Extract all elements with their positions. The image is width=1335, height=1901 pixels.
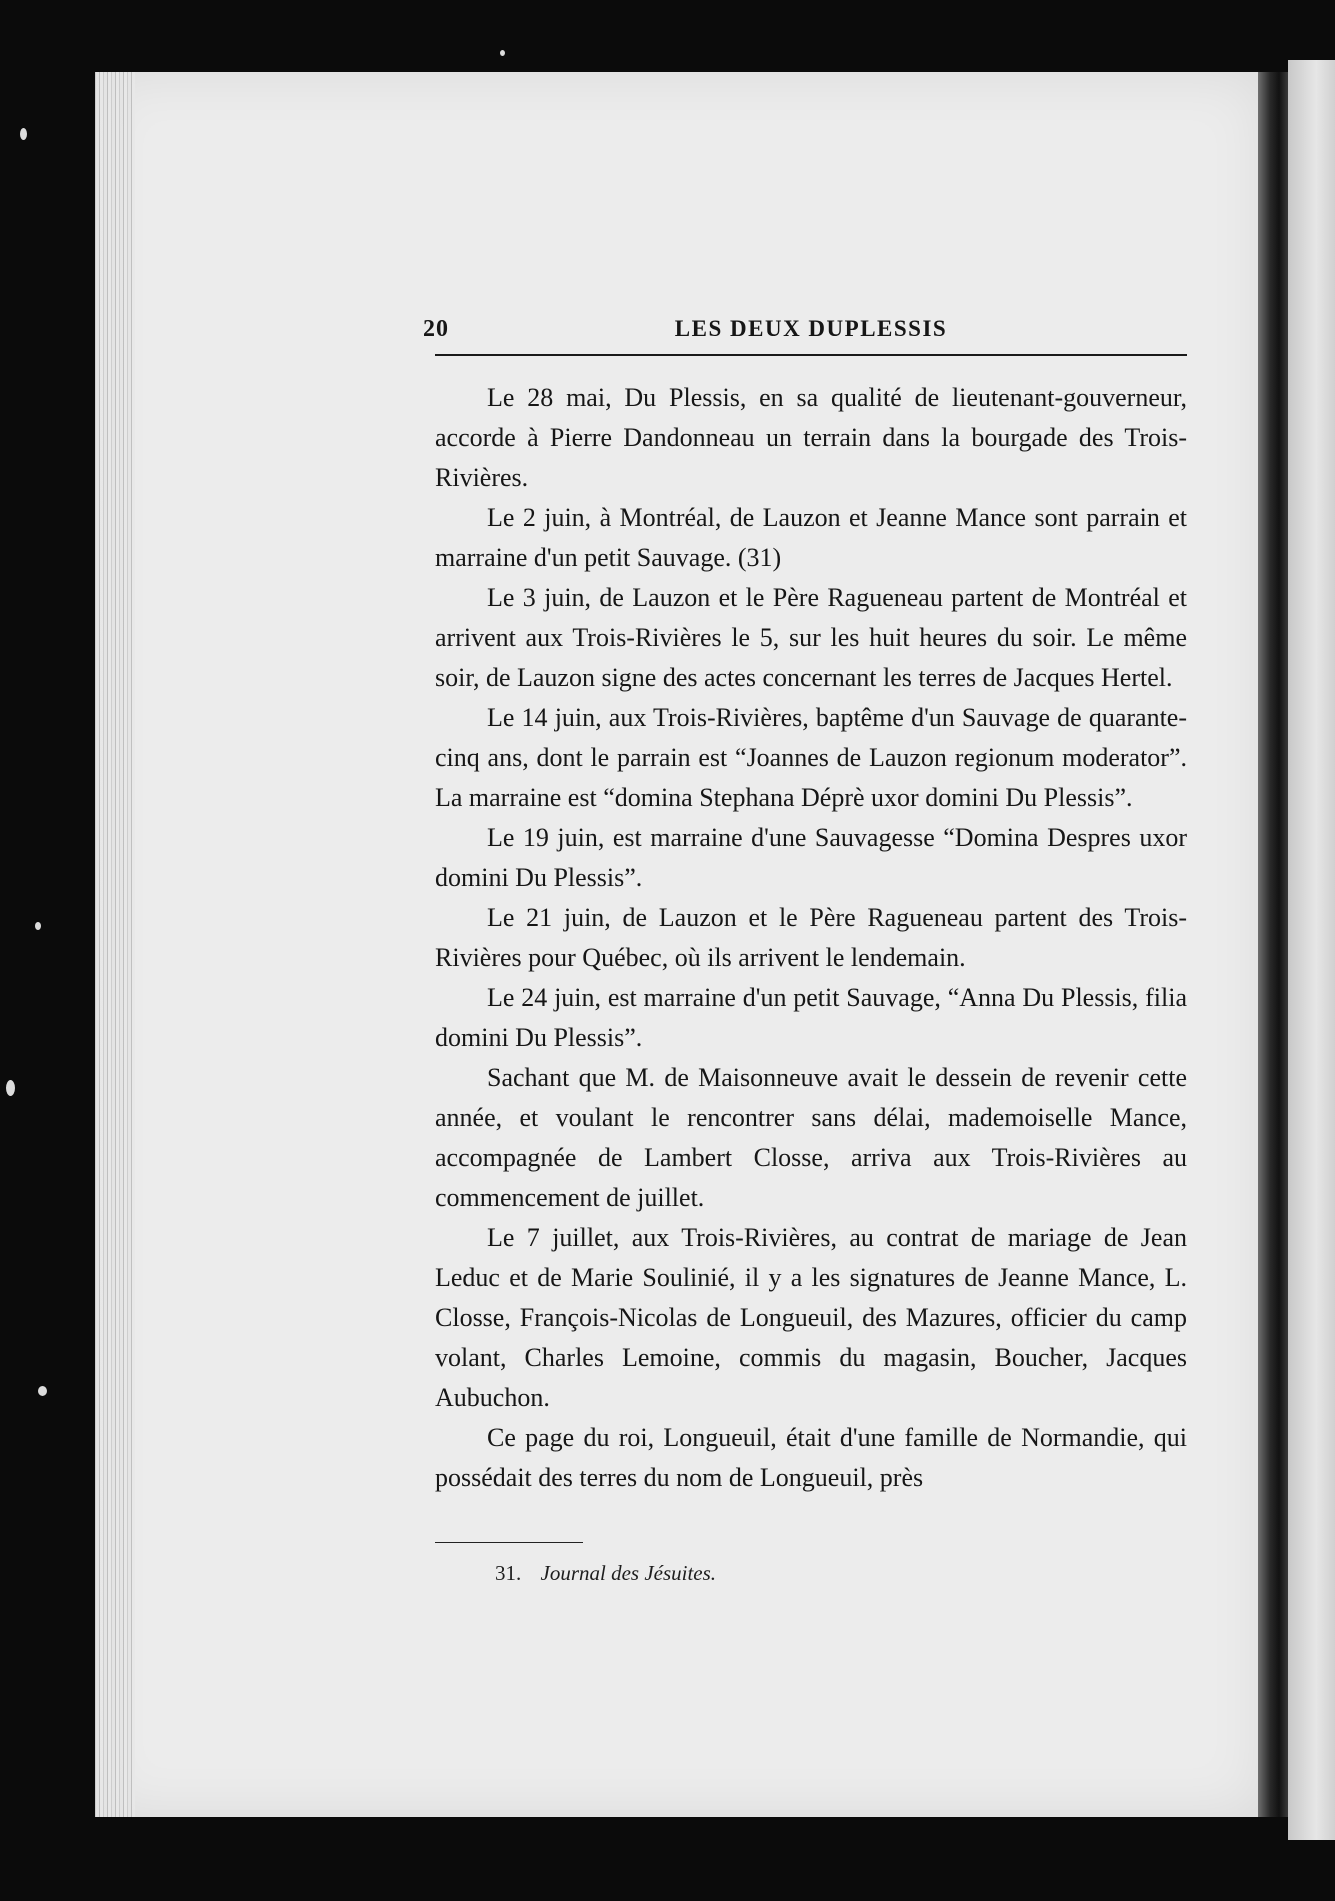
paragraph: Le 24 juin, est marraine d'un petit Sauvage, “Anna Du Plessis, filia domini Du Plessis”.: [435, 983, 1187, 1052]
scan-speck: [500, 50, 505, 56]
footnote-number: 31.: [495, 1561, 522, 1585]
next-page-edge: [1288, 60, 1335, 1840]
paragraph: Le 28 mai, Du Plessis, en sa qualité de lieutenant-gouverneur, accorde à Pierre Dandonneau un terrain dans la bourgade des Trois-Rivières.: [435, 383, 1187, 492]
page-number: 20: [423, 316, 449, 342]
footnote-source: Journal des Jésuites.: [540, 1561, 717, 1585]
paragraph: Le 7 juillet, aux Trois-Rivières, au contrat de mariage de Jean Leduc et de Marie Soulinié, il y a les signatures de Jeanne Mance, L. Closse, François-Nicolas de Longueuil, des Mazures, officier du camp volant, Charles Lemoine, commis du magasin, Boucher, Jacques Aubuchon.: [435, 1223, 1187, 1412]
page-stack-edges: [95, 72, 135, 1817]
paragraph: Ce page du roi, Longueuil, était d'une famille de Normandie, qui possédait des terres du nom de Longueuil, près: [435, 1423, 1187, 1492]
footnote: [495, 1561, 1187, 1586]
scan-speck: [38, 1386, 47, 1396]
paragraph: Le 19 juin, est marraine d'une Sauvagesse “Domina Despres uxor domini Du Plessis”.: [435, 823, 1187, 892]
footnote-rule: [435, 1542, 583, 1543]
scan-speck: [20, 128, 27, 140]
paragraph: Le 3 juin, de Lauzon et le Père Ragueneau partent de Montréal et arrivent aux Trois-Rivières le 5, sur les huit heures du soir. Le même soir, de Lauzon signe des actes concernant les terres de Jacques Hertel.: [435, 583, 1187, 692]
paragraph: Le 14 juin, aux Trois-Rivières, baptême d'un Sauvage de quarante-cinq ans, dont le parrain est “Joannes de Lauzon regionum moderator”. La marraine est “domina Stephana Déprè uxor domini Du Plessis”.: [435, 703, 1187, 812]
page-text-block: [423, 300, 1187, 1586]
body-text: [435, 378, 1187, 1498]
paragraph: Le 21 juin, de Lauzon et le Père Ragueneau partent des Trois-Rivières pour Québec, où ils arrivent le lendemain.: [435, 903, 1187, 972]
paragraph: Sachant que M. de Maisonneuve avait le dessein de revenir cette année, et voulant le rencontrer sans délai, mademoiselle Mance, accompagnée de Lambert Closse, arriva aux Trois-Rivières au commencement de juillet.: [435, 1063, 1187, 1212]
running-title: LES DEUX DUPLESSIS: [674, 316, 948, 341]
scan-speck: [35, 922, 41, 930]
scan-speck: [6, 1080, 15, 1096]
paragraph: Le 2 juin, à Montréal, de Lauzon et Jeanne Mance sont parrain et marraine d'un petit Sauvage. (31): [435, 503, 1187, 572]
book-binding-gutter: [1258, 72, 1288, 1817]
running-head: [423, 300, 1187, 356]
